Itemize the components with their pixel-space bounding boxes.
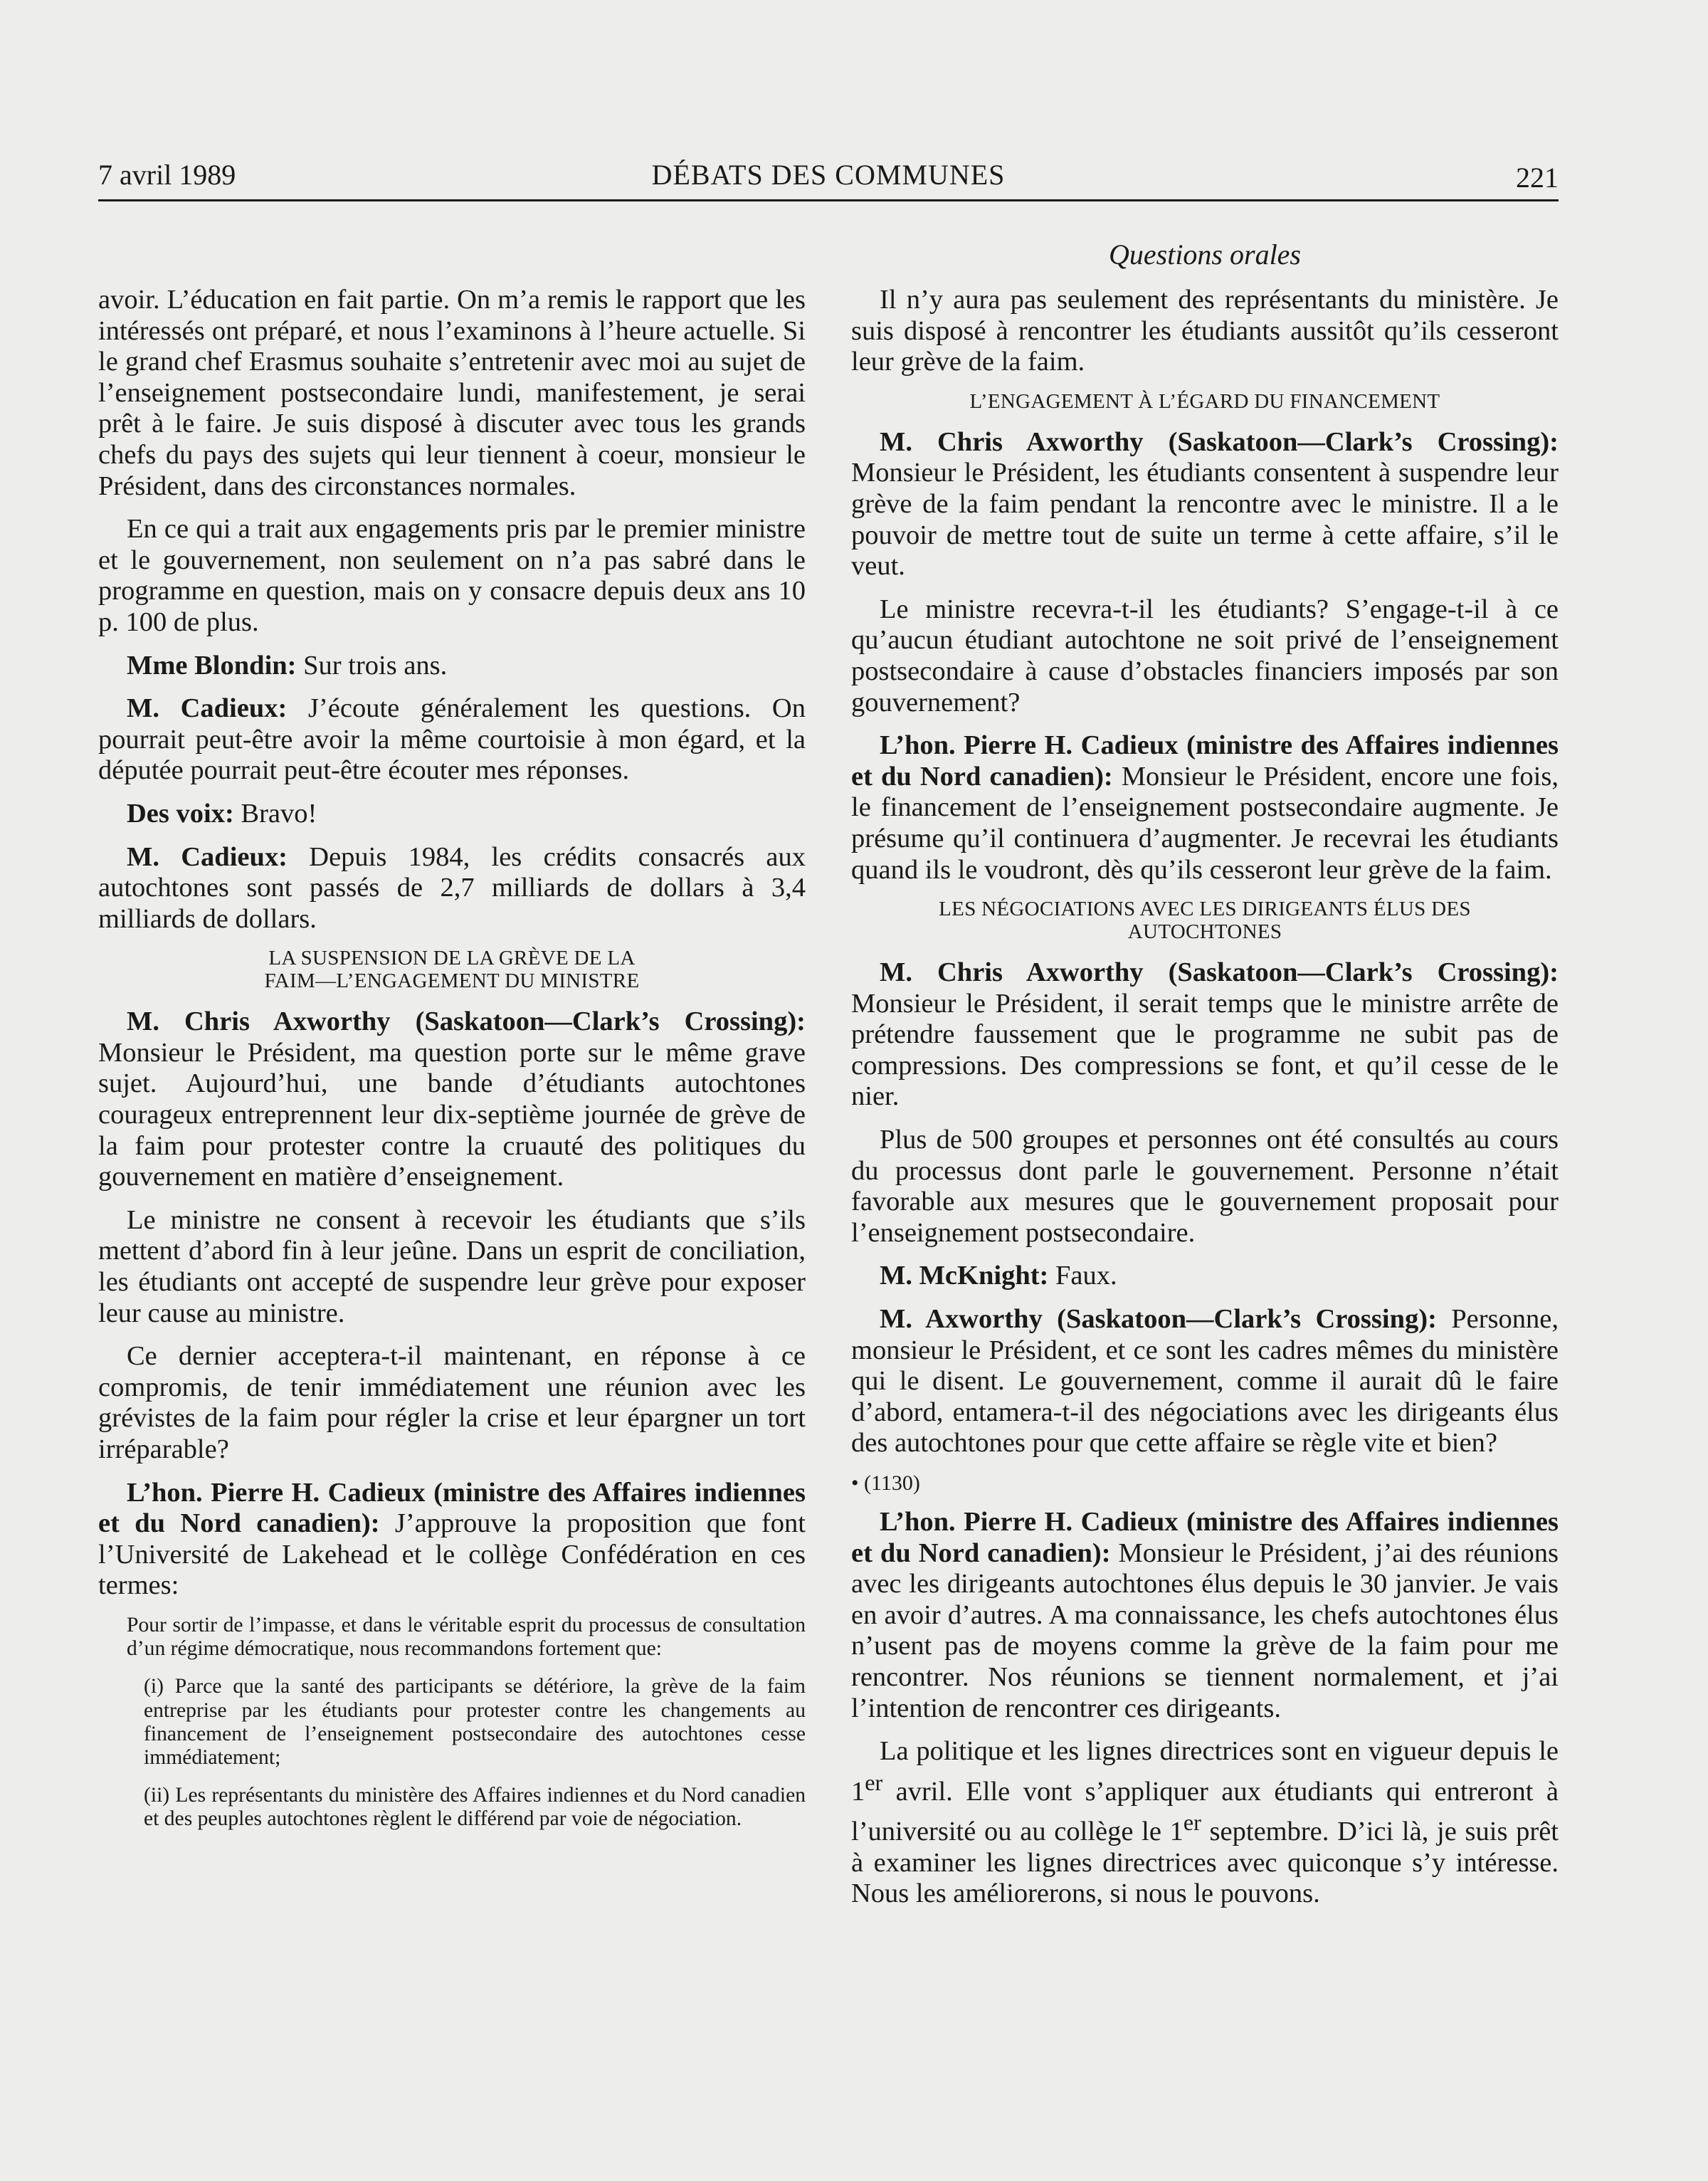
speaker-name: L’hon. Pierre H. Cadieux (ministre des Affaires indiennes et du Nord canadien): <box>98 1477 806 1539</box>
heading-line: L’ENGAGEMENT À L’ÉGARD DU FINANCEMENT <box>969 389 1440 413</box>
quoted-text: Pour sortir de l’impasse, et dans le véritable esprit du processus de consultation d’un régime démocratique, nous recommandons fortement que: <box>127 1613 806 1661</box>
speaker-name: M. Chris Axworthy (Saskatoon—Clark’s Crossing): <box>880 957 1559 988</box>
paragraph: Il n’y aura pas seulement des représentants du ministère. Je suis disposé à rencontrer les étudiants aussitôt qu’ils cesseront leur grève de la faim. <box>851 285 1559 377</box>
header-date: 7 avril 1989 <box>98 159 236 191</box>
speech-text: Personne, monsieur le Président, et ce sont les cadres mêmes du ministère qui le disent. Le gouvernement, comme il aurait dû le faire d’abord, entamera-t-il des négociations avec les dirigeants élus des autochtones pour que cette affaire se règle vite et bien? <box>851 1304 1559 1459</box>
paragraph <box>851 730 1559 885</box>
heading-line: AUTOCHTONES <box>1127 920 1282 944</box>
speaker-name: M. Chris Axworthy (Saskatoon—Clark’s Crossing): <box>127 1007 806 1037</box>
paragraph <box>98 799 806 830</box>
speaker-name: L’hon. Pierre H. Cadieux (ministre des Affaires indiennes et du Nord canadien): <box>851 730 1559 792</box>
paragraph <box>851 427 1559 582</box>
paragraph: Ce dernier acceptera-t-il maintenant, en réponse à ce compromis, de tenir immédiatement une réunion avec les grévistes de la faim pour régler la crise et leur épargner un tort irréparable? <box>98 1341 806 1464</box>
speaker-name: L’hon. Pierre H. Cadieux (ministre des Affaires indiennes et du Nord canadien): <box>851 1507 1559 1568</box>
speaker-name: Des voix: <box>127 798 234 829</box>
ordinal-superscript: er <box>865 1769 883 1795</box>
speech-text: Sur trois ans. <box>296 650 448 680</box>
paragraph <box>98 693 806 787</box>
speaker-name: M. Chris Axworthy (Saskatoon—Clark’s Crossing): <box>880 426 1559 457</box>
speech-text: Monsieur le Président, encore une fois, le financement de l’enseignement postsecondaire augmente. Je présume qu’il continuera d’augmenter. Je recevrai les étudiants quand ils le voudront, dès qu’ils cesseront leur grève de la faim. <box>851 761 1559 885</box>
speaker-name: M. McKnight: <box>880 1261 1049 1291</box>
paragraph: Plus de 500 groupes et personnes ont été consultés au cours du processus dont parle le gouvernement. Personne n’était favorable aux mesures que le gouvernement proposait pour l’enseignement postsecondaire. <box>851 1125 1559 1248</box>
subject-heading <box>98 947 806 992</box>
paragraph: Le ministre recevra-t-il les étudiants? S’engage-t-il à ce qu’aucun étudiant autochtone ne soit privé de l’enseignement postsecondaire à cause d’obstacles financiers imposés par son gouvernement? <box>851 594 1559 718</box>
speech-text: La politique et les lignes directrices sont en vigueur depuis le 1 <box>851 1736 1559 1807</box>
speaker-name: Mme Blondin: <box>127 650 297 680</box>
header-title: DÉBATS DES COMMUNES <box>651 159 1006 191</box>
heading-line: LA SUSPENSION DE LA GRÈVE DE LA <box>268 947 636 970</box>
ordinal-superscript: er <box>1183 1809 1201 1836</box>
right-column <box>851 285 1559 1922</box>
heading-line: LES NÉGOCIATIONS AVEC LES DIRIGEANTS ÉLUS DES <box>939 898 1471 921</box>
speech-text: septembre. D’ici là, je suis prêt à examiner les lignes directrices avec quiconque s’y intéresse. Nous les améliorerons, si nous le pouvons. <box>851 1817 1559 1909</box>
paragraph <box>851 1304 1559 1459</box>
heading-line: FAIM—L’ENGAGEMENT DU MINISTRE <box>264 969 640 993</box>
quoted-item: (ii) Les représentants du ministère des Affaires indiennes et du Nord canadien et des peuples autochtones règlent le différend par voie de négociation. <box>144 1784 806 1831</box>
speech-text: J’approuve la proposition que font l’Université de Lakehead et le collège Confédération en ces termes: <box>98 1508 806 1601</box>
speech-text: J’écoute généralement les questions. On pourrait peut-être avoir la même courtoisie à mon égard, et la députée pourrait peut-être écouter mes réponses. <box>98 693 806 786</box>
subject-heading <box>851 898 1559 943</box>
paragraph: avoir. L’éducation en fait partie. On m’a remis le rapport que les intéressés ont préparé, et nous l’examinons à l’heure actuelle. Si le grand chef Erasmus souhaite s’entretenir avec moi au sujet de l’enseignement postsecondaire lundi, manifestement, je serai prêt à le faire. Je suis disposé à discuter avec tous les grands chefs du pays des sujets qui leur tiennent à coeur, monsieur le Président, dans des circonstances normales. <box>98 285 806 501</box>
speech-text: Bravo! <box>233 798 317 829</box>
header-page-number: 221 <box>1516 162 1559 194</box>
left-column <box>98 285 806 1846</box>
quoted-item: (i) Parce que la santé des participants se détériore, la grève de la faim entreprise par les étudiants pour protester contre les changements au financement de l’enseignement postsecondaire des autochtones cesse immédiatement; <box>144 1675 806 1769</box>
speaker-name: M. Cadieux: <box>127 693 288 724</box>
section-title: Questions orales <box>1109 238 1301 270</box>
speech-text: Depuis 1984, les crédits consacrés aux autochtones sont passés de 2,7 milliards de dollars à 3,4 milliards de dollars. <box>98 841 806 934</box>
paragraph <box>98 1007 806 1193</box>
time-marker: • (1130) <box>851 1471 920 1495</box>
paragraph <box>851 1736 1559 1910</box>
speech-text: Monsieur le Président, ma question porte sur le même grave sujet. Aujourd’hui, une bande d’étudiants autochtones courageux entreprennent leur dix-septième journée de grève de la faim pour protester contre la cruauté des politiques du gouvernement en matière d’enseignement. <box>98 1037 806 1192</box>
paragraph <box>98 842 806 935</box>
subject-heading <box>851 390 1559 413</box>
paragraph: Le ministre ne consent à recevoir les étudiants que s’ils mettent d’abord fin à leur jeûne. Dans un esprit de conciliation, les étudiants ont accepté de suspendre leur grève pour exposer leur cause au ministre. <box>98 1204 806 1328</box>
paragraph <box>98 651 806 682</box>
speech-text: avril. Elle vont s’appliquer aux étudiants qui entreront à l’université ou au collège le 1 <box>851 1776 1559 1846</box>
speaker-name: M. Axworthy (Saskatoon—Clark’s Crossing): <box>880 1304 1437 1335</box>
speech-text: Monsieur le Président, il serait temps que le ministre arrête de prétendre faussement que le programme ne subit pas de compressions. Des compressions se font, et qu’il cesse de le nier. <box>851 988 1559 1112</box>
speech-text: Monsieur le Président, les étudiants consentent à suspendre leur grève de la faim pendant la rencontre avec le ministre. Il a le pouvoir de mettre tout de suite un terme à cette affaire, s’il le veut. <box>851 458 1559 582</box>
speech-text: Monsieur le Président, j’ai des réunions avec les dirigeants autochtones élus depuis le 30 janvier. Je vais en avoir d’autres. A ma connaissance, les chefs autochtones élus n’usent pas de moyens comme la grève de la faim pour me rencontrer. Nos réunions se tiennent normalement, et j’ai l’intention de rencontrer ces dirigeants. <box>851 1538 1559 1723</box>
paragraph <box>851 1261 1559 1292</box>
speaker-name: M. Cadieux: <box>127 841 288 872</box>
paragraph: En ce qui a trait aux engagements pris par le premier ministre et le gouvernement, non seulement on n’a pas sabré dans le programme en question, mais on y consacre depuis deux ans 10 p. 100 de plus. <box>98 514 806 637</box>
paragraph <box>851 957 1559 1113</box>
page-header <box>98 158 1559 201</box>
speech-text: Faux. <box>1048 1261 1117 1291</box>
paragraph <box>98 1478 806 1602</box>
paragraph <box>851 1507 1559 1724</box>
